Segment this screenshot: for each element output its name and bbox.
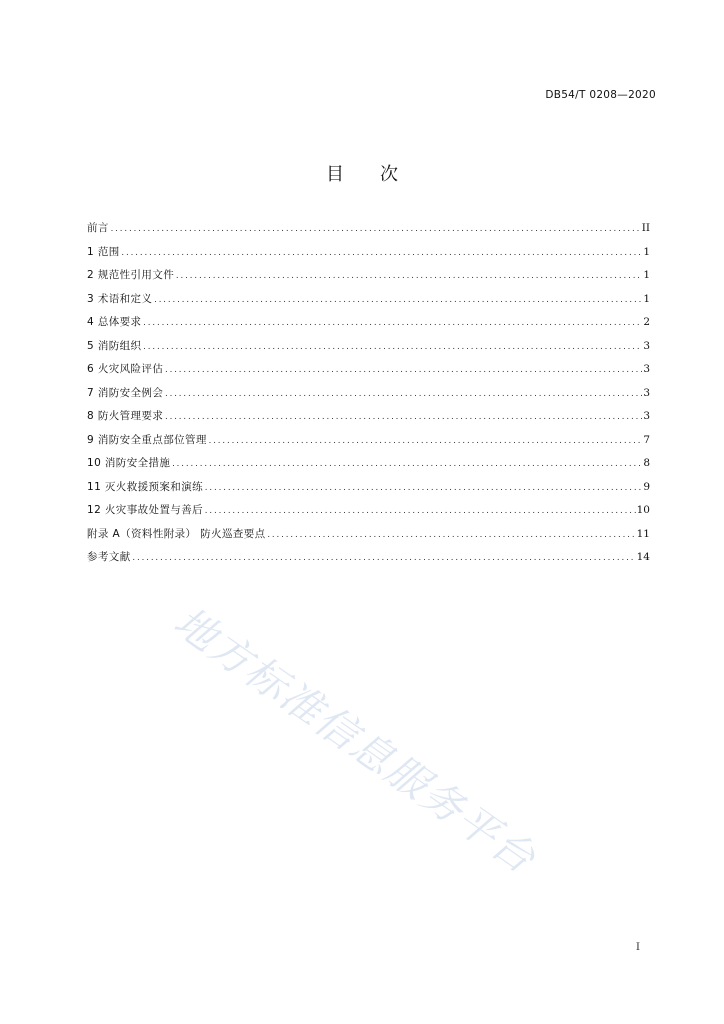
toc-entry[interactable] [87, 408, 650, 432]
toc-entry-title: 5 消防组织 [87, 339, 142, 352]
toc-entry-title: 11 灭火救援预案和演练 [87, 480, 203, 493]
toc-entry-page: 1 [643, 292, 650, 305]
toc-entry-title: 8 防火管理要求 [87, 410, 164, 422]
toc-leader-dots [175, 268, 642, 284]
toc-entry-title: 10 消防安全措施 [87, 457, 171, 469]
watermark: 地方标准信息服务平台 [165, 597, 546, 884]
toc-leader-dots [110, 221, 641, 237]
document-code: DB54/T 0208—2020 [545, 89, 656, 101]
toc-leader-dots [132, 550, 636, 566]
toc-entry-title: 4 总体要求 [87, 316, 142, 328]
toc-entry[interactable] [87, 479, 650, 503]
toc-leader-dots [267, 527, 636, 543]
toc-leader-dots [153, 292, 642, 308]
toc-entry[interactable] [87, 455, 650, 479]
toc-leader-dots [121, 245, 643, 261]
page-number: I [635, 941, 640, 953]
toc-leader-dots [142, 315, 642, 331]
toc-entry[interactable] [87, 432, 650, 456]
toc-entry[interactable] [87, 291, 650, 315]
toc-entry-title: 1 范围 [87, 245, 120, 258]
toc-entry-page: 8 [643, 457, 650, 469]
toc-entry[interactable] [87, 502, 650, 526]
toc-entry[interactable] [87, 361, 650, 385]
toc-leader-dots [171, 456, 642, 472]
toc-entry-title: 12 火灾事故处置与善后 [87, 504, 203, 516]
toc-leader-dots [142, 339, 642, 355]
toc-entry-title: 2 规范性引用文件 [87, 269, 175, 281]
toc-entry-page: 3 [643, 339, 650, 352]
toc-entry-page: 7 [643, 433, 650, 446]
toc-entry-page: 9 [643, 480, 650, 493]
toc-entry-title: 参考文献 [87, 551, 131, 563]
toc-entry-page: 2 [643, 316, 650, 328]
toc-leader-dots [204, 503, 636, 519]
toc-entry-page: 14 [636, 551, 650, 563]
toc-leader-dots [164, 362, 642, 378]
toc-entry-page: 1 [643, 269, 650, 281]
toc-entry[interactable] [87, 314, 650, 338]
toc-entry-page: 1 [643, 245, 650, 258]
toc-entry-page: 10 [636, 504, 650, 516]
page-title: 目次 [326, 164, 434, 185]
toc-leader-dots [208, 433, 642, 449]
table-of-contents [87, 220, 650, 573]
toc-entry-page: II [641, 222, 650, 234]
toc-entry-title: 6 火灾风险评估 [87, 363, 164, 375]
toc-entry-title: 9 消防安全重点部位管理 [87, 433, 207, 446]
toc-entry[interactable] [87, 549, 650, 573]
toc-entry[interactable] [87, 267, 650, 291]
toc-leader-dots [164, 386, 642, 402]
toc-entry[interactable] [87, 338, 650, 362]
toc-entry[interactable] [87, 244, 650, 268]
toc-leader-dots [204, 480, 642, 496]
toc-entry-title: 7 消防安全例会 [87, 386, 164, 399]
toc-entry-page: 3 [643, 386, 650, 399]
toc-entry[interactable] [87, 220, 650, 244]
toc-entry-title: 附录 A（资料性附录） 防火巡查要点 [87, 527, 266, 540]
toc-entry-title: 3 术语和定义 [87, 292, 153, 305]
toc-entry[interactable] [87, 385, 650, 409]
toc-entry-title: 前言 [87, 222, 109, 234]
toc-entry-page: 11 [636, 527, 650, 540]
toc-leader-dots [164, 409, 642, 425]
toc-entry-page: 3 [643, 410, 650, 422]
toc-entry[interactable] [87, 526, 650, 550]
toc-entry-page: 3 [643, 363, 650, 375]
